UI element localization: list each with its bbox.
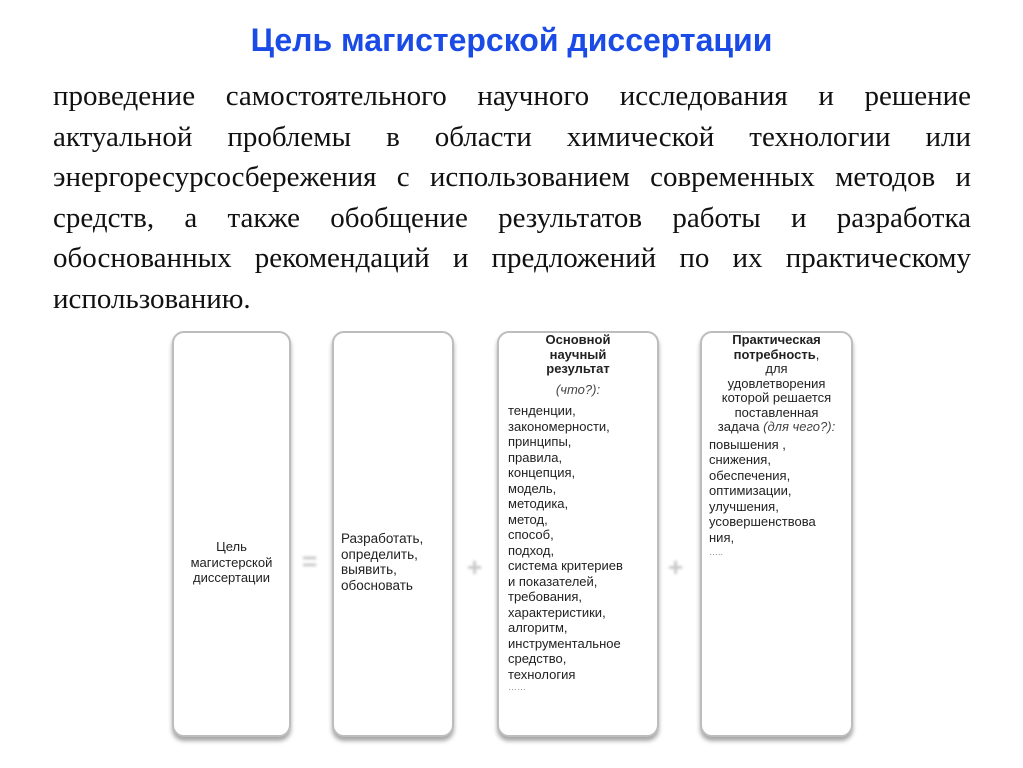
box3-item: принципы, [508, 434, 572, 449]
box3-item: характеристики, [508, 604, 606, 620]
box3-item: метод, [508, 511, 548, 527]
box-actions [332, 331, 454, 737]
equals-icon: = [302, 546, 318, 576]
box4-item: оптимизации, [709, 483, 792, 498]
box4-header-line: Практическая [732, 332, 821, 347]
box4-item-ellipsis: ….. [709, 547, 724, 557]
box4-header [702, 333, 851, 435]
box4-item: ния, [709, 529, 735, 545]
box3-item: правила, [508, 449, 563, 465]
box3-item: тенденции, [508, 403, 576, 418]
box2-line: Разработать, [341, 531, 424, 546]
box2-line: обосновать [341, 577, 413, 593]
box3-item: подход, [508, 542, 555, 558]
box3-item: и показателей, [508, 573, 598, 589]
box3-item: алгоритм, [508, 620, 568, 635]
box1-text [174, 539, 289, 586]
box2-line: определить, [341, 546, 418, 562]
box3-item: модель, [508, 480, 557, 496]
box3-item: закономерности, [508, 418, 610, 434]
box3-item: требования, [508, 589, 583, 604]
box3-header-line: результат [546, 361, 610, 376]
box-dissertation-goal [172, 331, 291, 737]
plus-icon: + [668, 552, 684, 582]
box1-line: диссертации [192, 570, 271, 585]
box3-item: концепция, [508, 465, 576, 480]
box4-header-line: удовлетворения [727, 375, 826, 391]
box3-item: методика, [508, 496, 569, 511]
box3-items [499, 403, 657, 692]
box3-item: средство, [508, 651, 567, 666]
box4-header-line: поставленная [734, 404, 819, 420]
slide-title: Цель магистерской диссертации [250, 22, 773, 58]
box3-item: инструментальное [508, 635, 621, 651]
box3-header-line: научный [549, 346, 607, 362]
box4-question: (для чего?): [763, 419, 836, 434]
box3-item: система критериев [508, 558, 623, 573]
box3-item: технология [508, 666, 576, 682]
box4-items [702, 437, 851, 561]
box-main-scientific-result [497, 331, 659, 737]
box4-item: улучшения, [709, 498, 779, 514]
box2-text [341, 531, 423, 593]
box3-question: (что?): [555, 381, 601, 397]
box4-header-line: потребность [733, 346, 816, 362]
box3-header-line: Основной [545, 332, 611, 347]
box4-item: снижения, [709, 452, 771, 467]
box4-item: повышения , [709, 436, 786, 452]
goal-paragraph: проведение самостоятельного научного исследования и решение актуальной проблемы в области химической технологии или энергоресурсосбережения с использованием современных методов и средств, а также обобщение результатов работы и разработка обоснованных рекомендаций и предложений по их практическому использованию. [53, 80, 971, 315]
box3-item: способ, [508, 527, 554, 542]
box3-item-ellipsis: …… [508, 682, 526, 692]
box4-item: усовершенствова [709, 514, 816, 529]
box2-line: выявить, [341, 562, 397, 577]
box1-line: Цель [216, 539, 247, 554]
box4-header-comma: , [815, 346, 820, 362]
box3-header [499, 333, 657, 377]
box4-header-line: для [765, 361, 788, 376]
box4-item: обеспечения, [709, 467, 791, 483]
box4-header-line: которой решается [721, 390, 832, 405]
box1-line: магистерской [190, 554, 273, 570]
plus-icon: + [467, 552, 483, 582]
box-practical-need [700, 331, 853, 737]
box4-header-line: задача [717, 419, 760, 434]
